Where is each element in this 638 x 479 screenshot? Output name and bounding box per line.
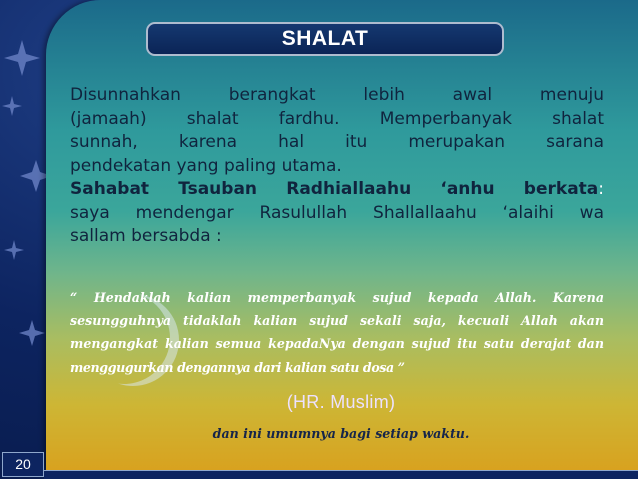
sahabat-line bbox=[70, 178, 604, 202]
star-icon bbox=[2, 96, 22, 116]
hadith-intro-line: sallam bersabda : bbox=[70, 226, 222, 246]
page-number: 20 bbox=[2, 452, 44, 477]
hadith-intro-line: saya mendengar Rasulullah Shallallaahu ‘alaihi wa bbox=[70, 202, 604, 223]
hadith-quote bbox=[70, 286, 604, 379]
paragraph-line: sunnah, karena hal itu merupakan sarana bbox=[70, 132, 604, 152]
quote-line: “ Hendaklah kalian memperbanyak sujud kepada Allah. Karena bbox=[70, 290, 604, 305]
body-text bbox=[70, 84, 604, 249]
paragraph-line: Disunnahkan berangkat lebih awal menuju bbox=[70, 85, 604, 105]
footnote: dan ini umumnya bagi setiap waktu. bbox=[212, 426, 470, 441]
paragraph-line: pendekatan yang paling utama. bbox=[70, 155, 342, 176]
quote-line: mengangkat kalian semua kepadaNya dengan sujud itu satu derajat dan bbox=[70, 336, 604, 352]
sahabat-colon: : bbox=[598, 179, 604, 199]
paragraph-line: (jamaah) shalat fardhu. Memperbanyak shalat bbox=[70, 108, 604, 129]
sahabat-name: Sahabat Tsauban Radhiallaahu ‘anhu berkata bbox=[70, 179, 599, 199]
star-icon bbox=[19, 320, 45, 346]
hadith-citation: (HR. Muslim) bbox=[286, 392, 396, 412]
slide-title: SHALAT bbox=[146, 22, 504, 56]
bottom-bar bbox=[44, 470, 638, 479]
quote-line: sesungguhnya tidaklah kalian sujud sekali saja, kecuali Allah akan bbox=[70, 313, 604, 329]
star-icon bbox=[4, 40, 40, 76]
star-icon bbox=[4, 240, 24, 260]
quote-line: menggugurkan dengannya dari kalian satu dosa ” bbox=[70, 359, 405, 375]
